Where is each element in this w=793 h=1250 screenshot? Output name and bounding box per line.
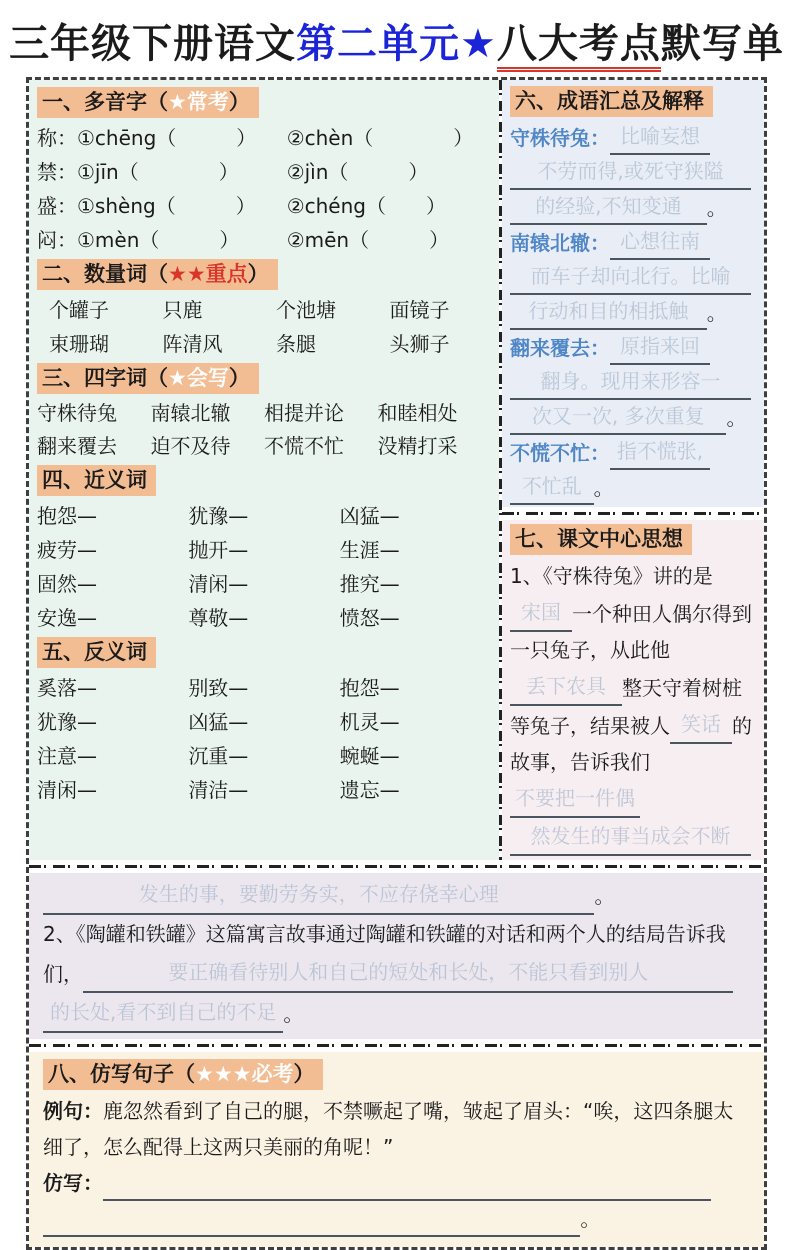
title-part-underlined: 八大考点 (497, 21, 661, 72)
title-part-1: 三年级下册语文 (9, 21, 297, 67)
fill-blank[interactable] (610, 120, 710, 155)
ghost-answer: 然发生的事当成会不断 (530, 824, 731, 848)
antonym-row (37, 739, 491, 773)
measure-word-item[interactable]: 面镜子 (389, 298, 450, 322)
section-6 (502, 80, 764, 507)
section-2-heading (37, 259, 278, 290)
four-char-word: 守株待兔 (37, 401, 117, 425)
antonym-item[interactable]: 注意— (37, 744, 97, 768)
idiom-entry (510, 225, 756, 330)
section-divider (502, 512, 764, 515)
section-5 (37, 635, 491, 807)
antonym-item[interactable]: 清洁— (188, 778, 249, 802)
ghost-answer: 发生的事，要勤劳务实，不应存侥幸心理 (138, 882, 499, 906)
section-3-heading-text: 三、四字词（ (42, 366, 168, 390)
measure-word-item[interactable]: 只鹿 (162, 298, 203, 322)
passage-summary-1 (510, 558, 756, 856)
ghost-answer: 行动和目的相抵触 (528, 299, 689, 323)
synonym-item[interactable]: 抛开— (188, 538, 249, 562)
fill-blank[interactable] (610, 435, 710, 470)
section-7-heading: 七、课文中心思想 (510, 524, 692, 555)
synonym-item[interactable]: 愤怒— (339, 606, 400, 630)
band-divider (29, 1044, 764, 1047)
fill-blank[interactable] (510, 594, 572, 632)
synonym-item[interactable]: 抱怨— (37, 504, 97, 528)
section-7 (502, 520, 764, 860)
page-title (0, 0, 793, 73)
section-2-heading-text: 二、数量词（ (42, 262, 168, 286)
ghost-answer: 要正确看待别人和自己的短处和长处，不能只看到别人 (168, 960, 649, 984)
summary-text: 1、《守株待兔》讲的是 (510, 564, 713, 588)
period: 。 (580, 1207, 601, 1231)
antonym-item[interactable]: 机灵— (339, 710, 400, 734)
ghost-answer: 丢下农具 (526, 674, 606, 698)
fill-blank[interactable] (510, 155, 751, 190)
synonym-item[interactable]: 犹豫— (188, 504, 249, 528)
fill-blank[interactable] (103, 1177, 711, 1201)
section-1-heading-close: ） (228, 90, 250, 114)
ghost-answer: 不忙乱 (521, 474, 582, 498)
ghost-answer: 心想往南 (620, 229, 700, 253)
section-1-heading-text: 一、多音字（ (42, 90, 168, 114)
passage-summary-2 (43, 915, 750, 1033)
section-5-heading: 五、反义词 (37, 637, 156, 668)
section-8-star-tag: ★★★必考 (195, 1062, 294, 1086)
section-6-heading: 六、成语汇总及解释 (510, 86, 713, 117)
ghost-answer: 不劳而得,或死守狭隘 (537, 159, 724, 183)
fill-blank[interactable] (510, 365, 751, 400)
section-8-heading-close: ） (293, 1062, 315, 1086)
polyphone-cell[interactable]: ②jìn（ ） (286, 160, 429, 184)
summary-1-continued-line (43, 875, 750, 915)
section-2 (37, 257, 491, 361)
imitation-area (43, 1165, 750, 1237)
period: 。 (706, 301, 727, 325)
band-divider (29, 865, 764, 868)
antonym-item[interactable]: 别致— (188, 676, 249, 700)
ghost-answer: 不要把一件偶 (515, 786, 635, 810)
synonym-row (37, 533, 491, 567)
synonym-item[interactable]: 尊敬— (188, 606, 249, 630)
polyphone-cell[interactable]: ②chèn（ ） (286, 126, 474, 150)
ghost-answer: 宋国 (521, 600, 561, 624)
synonym-item[interactable]: 疲劳— (37, 538, 97, 562)
fill-blank[interactable] (510, 818, 751, 856)
fill-blank[interactable] (510, 190, 707, 225)
idiom-term: 南辕北辙： (510, 231, 610, 255)
measure-word-item[interactable]: 束珊瑚 (49, 332, 109, 356)
antonym-row (37, 705, 491, 739)
section-7-continuation (29, 873, 764, 1039)
section-8-heading (43, 1059, 323, 1090)
polyphone-cell[interactable]: 盛：①shèng（ ） (37, 194, 256, 218)
right-column (502, 80, 764, 860)
idiom-entry (510, 120, 756, 225)
antonym-item[interactable]: 沉重— (188, 744, 249, 768)
polyphone-cell[interactable]: 禁：①jīn（ ） (37, 160, 239, 184)
period: 。 (283, 1002, 304, 1026)
fill-blank[interactable] (510, 400, 726, 435)
summary-text: 整天守着树桩等兔子，结果被人 (510, 676, 742, 738)
antonym-item[interactable]: 抱怨— (339, 676, 400, 700)
worksheet-frame (26, 77, 767, 1250)
four-char-word-row (37, 397, 491, 430)
fill-blank[interactable] (43, 993, 283, 1033)
fill-blank[interactable] (670, 706, 732, 744)
antonym-item[interactable]: 凶猛— (188, 710, 249, 734)
ghost-answer: 指不慌张, (616, 439, 704, 463)
idiom-entry (510, 330, 756, 435)
synonym-row (37, 567, 491, 601)
section-1-star-tag: ★常考 (168, 90, 229, 114)
period: 。 (594, 884, 615, 908)
measure-word-item[interactable]: 个罐子 (49, 298, 109, 322)
antonym-item[interactable]: 清闲— (37, 778, 97, 802)
example-text: 鹿忽然看到了自己的腿，不禁噘起了嘴，皱起了眉头：“唉，这四条腿太细了，怎么配得上这两只美丽的角呢！” (43, 1099, 734, 1159)
section-1-heading (37, 87, 259, 118)
fill-blank[interactable] (510, 780, 640, 818)
summary-text: 2、《陶罐和铁罐》这篇寓言故事通过陶罐和铁罐的对话和两个人的结局告诉我们， (43, 922, 726, 986)
section-3-heading (37, 363, 259, 394)
antonym-item[interactable]: 犹豫— (37, 710, 97, 734)
polyphone-row (37, 155, 491, 189)
four-char-word: 不慌不忙 (264, 434, 344, 458)
section-2-star-tag: ★★重点 (168, 262, 248, 286)
idiom-term: 守株待兔： (510, 126, 610, 150)
fill-blank[interactable] (610, 225, 710, 260)
idiom-term: 翻来覆去： (510, 336, 610, 360)
polyphone-row (37, 121, 491, 155)
title-part-unit: 第二单元★ (296, 21, 497, 67)
antonym-item[interactable]: 蜿蜒— (339, 744, 400, 768)
measure-word-row (37, 327, 491, 361)
synonym-item[interactable]: 生涯— (339, 538, 400, 562)
synonym-item[interactable]: 凶猛— (339, 504, 400, 528)
polyphone-cell[interactable]: 称：①chēng（ ） (37, 126, 257, 150)
left-column (29, 80, 499, 860)
measure-word-item[interactable]: 个池塘 (276, 298, 336, 322)
measure-word-row (37, 293, 491, 327)
period: 。 (706, 196, 727, 220)
section-8-heading-text: 八、仿写句子（ (48, 1062, 195, 1086)
antonym-item[interactable]: 遗忘— (339, 778, 400, 802)
synonym-row (37, 601, 491, 635)
section-4-heading: 四、近义词 (37, 465, 156, 496)
fill-blank[interactable] (83, 953, 733, 993)
fill-blank[interactable] (610, 330, 710, 365)
ghost-answer: 次又一次, 多次重复 (531, 404, 705, 428)
polyphone-cell[interactable]: ②chéng（ ） (286, 194, 446, 218)
synonym-item[interactable]: 清闲— (188, 572, 249, 596)
polyphone-cell[interactable]: 闷：①mèn（ ） (37, 228, 240, 252)
synonym-item[interactable]: 推究— (339, 572, 400, 596)
four-char-word: 翻来覆去 (37, 434, 117, 458)
antonym-row (37, 773, 491, 807)
measure-word-item[interactable]: 头狮子 (389, 332, 450, 356)
fill-blank[interactable] (510, 470, 594, 505)
section-8 (29, 1052, 764, 1247)
synonym-item[interactable]: 固然— (37, 572, 97, 596)
section-4 (37, 463, 491, 635)
section-3-heading-close: ） (228, 366, 250, 390)
four-char-word: 和睦相处 (377, 401, 458, 425)
ghost-answer: 的经验,不知变通 (535, 194, 682, 218)
example-label: 例句： (43, 1099, 103, 1123)
section-3 (37, 361, 491, 463)
section-3-star-tag: ★会写 (168, 366, 229, 390)
ghost-answer: 翻身。现用来形容一 (540, 369, 721, 393)
antonym-row (37, 671, 491, 705)
fill-blank[interactable] (43, 1213, 580, 1237)
measure-word-item[interactable]: 条腿 (276, 332, 316, 356)
four-char-word: 南辕北辙 (150, 401, 231, 425)
period: 。 (726, 406, 747, 430)
section-1 (37, 85, 491, 257)
ghost-answer: 笑话 (681, 712, 721, 736)
idiom-entry (510, 435, 756, 505)
synonym-item[interactable]: 安逸— (37, 606, 97, 630)
example-sentence (43, 1093, 750, 1165)
ghost-answer: 原指来回 (620, 334, 700, 358)
four-char-word: 相提并论 (264, 401, 344, 425)
summary-text: 的故事，告诉我们 (510, 714, 752, 774)
ghost-answer: 比喻妄想 (620, 124, 700, 148)
synonym-row (37, 499, 491, 533)
fill-blank[interactable] (510, 668, 622, 706)
fill-blank[interactable] (510, 295, 707, 330)
polyphone-row (37, 189, 491, 223)
four-char-word: 没精打采 (377, 434, 458, 458)
fill-blank[interactable] (510, 260, 751, 295)
antonym-item[interactable]: 奚落— (37, 676, 97, 700)
two-column-area (29, 80, 764, 860)
idiom-term: 不慌不忙： (510, 441, 610, 465)
four-char-word-row (37, 430, 491, 463)
polyphone-cell[interactable]: ②mēn（ ） (286, 228, 450, 252)
fill-blank[interactable] (43, 875, 594, 915)
measure-word-item[interactable]: 阵清风 (162, 332, 223, 356)
section-2-heading-close: ） (247, 262, 269, 286)
four-char-word: 迫不及待 (150, 434, 231, 458)
ghost-answer: 而车子却向北行。比喻 (530, 264, 731, 288)
period: 。 (593, 476, 614, 500)
ghost-answer: 的长处,看不到自己的不足 (50, 1000, 277, 1024)
summary-text: 一个种田人偶尔得到一只兔子，从此他 (510, 602, 752, 662)
imitate-label: 仿写： (43, 1171, 103, 1195)
polyphone-row (37, 223, 491, 257)
title-part-2: 默写单 (660, 21, 784, 67)
